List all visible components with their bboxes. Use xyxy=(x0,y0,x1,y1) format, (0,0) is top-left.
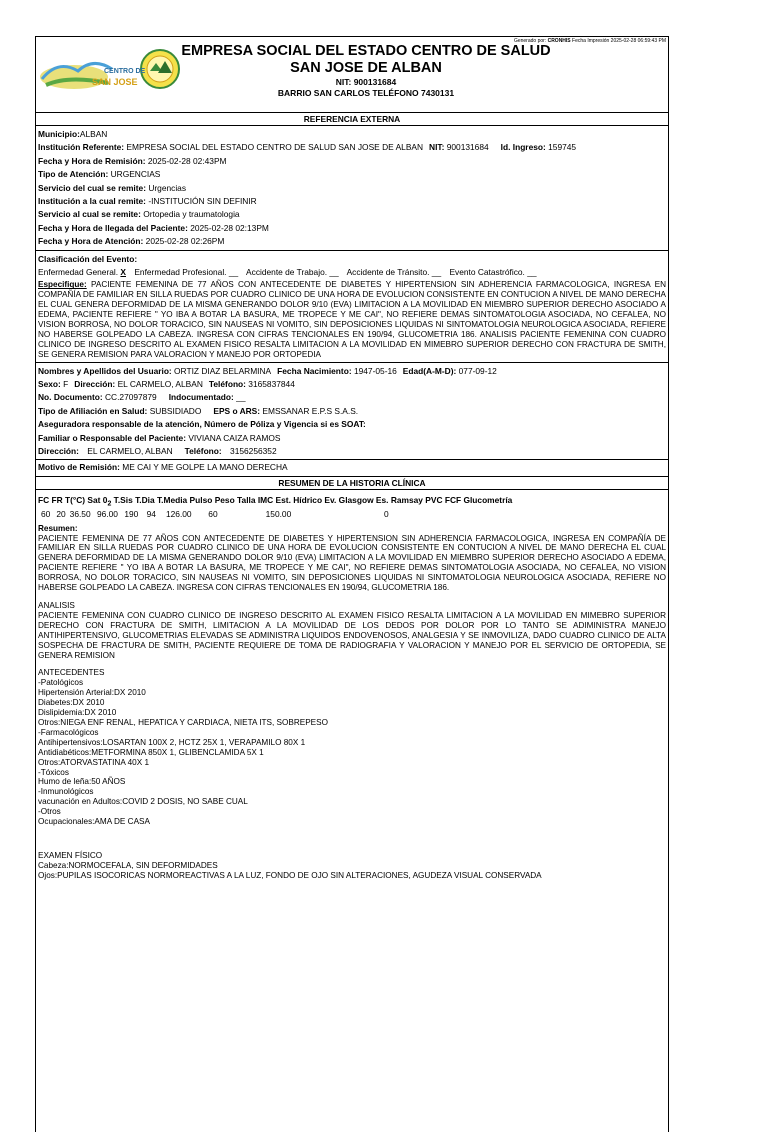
row-fecha-remision: Fecha y Hora de Remisión: 2025-02-28 02:43PM xyxy=(38,155,227,166)
row-usuario-aseguradora: Aseguradora responsable de la atención, Número de Póliza y Vigencia si es SOAT: xyxy=(38,419,366,430)
antecedentes-label: ANTECEDENTES xyxy=(38,668,105,678)
resumen-text: PACIENTE FEMENINA DE 77 AÑOS CON ANTECEDENTE DE DIABETES Y HIPERTENSION SIN ADHERENCIA FARMACOLOGICA, INGRESA EN COMPAÑÍA DE FAMILIAR EN SILLA RUEDAS POR CUADRO CLINICO DE UNA HORA DE EVOLUCION CONSISTENTE EN CONTUCION A NIVEL DE MANO DERECHA EL CUAL GENERA DEFORMIDAD DE LA MISMA GENERANDO DOLOR 9/10 (EVA) LIMITACION A LA MOVILIDAD EN MIEMBRO SUPERIOR DERECHO ASOCIADO A EDEMA, PACIENTE REFIERE " YO IBA A BOTAR LA BASURA, ME TROPECE Y ME CAI", NO REFIERE DEMAS SINTOMATOLOGIA ASOCIADA, NO CEFALEA, NO VISION BORROSA, NO DOLOR TORACICO, SIN NAUSEAS NI VOMITO, SIN DEPOSICIONES LIQUIDAS NI SINTOMATOLOGIA NEUROLOGICA ASOCIADA, REFIERE NO HABERSE GOLPEADO LA CABEZA. INGRESA CON CIFRAS TENCIONALES EN 190/94, GLUCOMETRIA 186. xyxy=(38,533,666,593)
examen-label: EXAMEN FÍSICO xyxy=(38,850,103,860)
antecedentes-list xyxy=(38,678,666,827)
list-item: -Otros xyxy=(38,807,61,817)
examen-list xyxy=(38,861,666,881)
document-header xyxy=(35,36,669,113)
analisis-text: PACIENTE FEMENINA CON CUADRO CLINICO DE INGRESO DESCRITO AL EXAMEN FISICO RESALTA LIMITACION A LA MOVILIDAD EN MIMEBRO SUPERIOR DERECHO CON FRACTURA DE SMITH, LIMITACION A LA MOVILIDAD DE LOS DEDOS POR DOLOR POR LO TANTO SE ADIMINISTRA MANEJO ANTIHIPERTENSIVO, GLUCOMETRIAS ELEVADAS SE ADMINISTRA LIQUIDOS ENDOVENOSOS, ANALGESIA Y SE INMOVILIZA, DADO CUADRO CLINICO DE ALTA SOSPECHA DE FRACTURA DE SMITH, PACIENTE REQUIERE DE TOMA DE RADIOGRAFIA Y VALORACION Y MANEJO POR EL SERVICIO DE ORTOPEDIA, SE GENERA REMISION xyxy=(38,610,666,660)
list-item: -Patológicos xyxy=(38,678,84,688)
section-referencia-externa: REFERENCIA EXTERNA xyxy=(35,113,669,126)
row-usuario-dir-familiar: Dirección: EL CARMELO, ALBAN Teléfono: 3156256352 xyxy=(38,445,277,456)
row-institucion: Institución Referente: EMPRESA SOCIAL DEL ESTADO CENTRO DE SALUD SAN JOSE DE ALBAN NIT: 900131684 Id. Ingreso: 159745 xyxy=(38,142,577,153)
list-item: Cabeza:NORMOCEFALA, SIN DEFORMIDADES xyxy=(38,860,218,870)
row-usuario-sexo: Sexo: F Dirección: EL CARMELO, ALBAN Teléfono: 3165837844 xyxy=(38,378,295,389)
vital-signs-header: FC FR T(°C) Sat $0_2$ T.Sis T.Dia T.Media Pulso Peso Talla IMC Est. Hídrico Ev. Glasgow Es. Ramsay PVC FCF Glucometría xyxy=(38,494,513,508)
list-item: -Inmunológicos xyxy=(38,787,94,797)
institution-title: EMPRESA SOCIAL DEL ESTADO CENTRO DE SALUD xyxy=(181,43,551,59)
evento-block xyxy=(35,251,669,363)
list-item: Otros:NIEGA ENF RENAL, HEPATICA Y CARDIACA, NIETA ITS, SOBREPESO xyxy=(38,717,328,727)
list-item: -Tóxicos xyxy=(38,767,69,777)
enf-general-mark: X xyxy=(120,266,126,277)
list-item: Ojos:PUPILAS ISOCORICAS NORMOREACTIVAS A LA LUZ, FONDO DE OJO SIN ALTERACIONES, AGUDEZA VISUAL CONSERVADA xyxy=(38,870,542,880)
evento-title: Clasificación del Evento: xyxy=(38,253,138,264)
generated-by: Generado por: CRONHIS Fecha Impresión 2025-02-28 06:59:43 PM xyxy=(513,38,666,44)
vital-signs-values: 60 20 36.50 96.00 190 94 126.00 60 150.00 0 xyxy=(41,508,389,519)
section-resumen-historia: RESUMEN DE LA HISTORIA CLÍNICA xyxy=(35,477,669,490)
document xyxy=(35,36,669,1132)
referencia-block xyxy=(35,126,669,251)
list-item: Antidiabéticos:METFORMINA 850X 1, GLIBENCLAMIDA 5X 1 xyxy=(38,747,264,757)
svg-text:SAN JOSE: SAN JOSE xyxy=(92,77,138,87)
list-item: Otros:ATORVASTATINA 40X 1 xyxy=(38,757,150,767)
row-usuario-documento: No. Documento: CC.27097879 Indocumentado: __ xyxy=(38,392,246,403)
list-item: Dislipidemia:DX 2010 xyxy=(38,708,117,718)
institution-address: BARRIO SAN CARLOS TELÉFONO 7430131 xyxy=(277,88,455,98)
institution-nit: NIT: 900131684 xyxy=(335,77,397,87)
list-item: Diabetes:DX 2010 xyxy=(38,698,105,708)
list-item: vacunación en Adultos:COVID 2 DOSIS, NO SABE CUAL xyxy=(38,797,248,807)
analisis-label: ANALISIS xyxy=(38,601,75,611)
row-institucion-remite: Institución a la cual remite: -INSTITUCIÓN SIN DEFINIR xyxy=(38,195,257,206)
row-usuario-familiar: Familiar o Responsable del Paciente: VIVIANA CAIZA RAMOS xyxy=(38,432,281,443)
row-municipio: Municipio:ALBAN xyxy=(38,129,108,139)
motivo-block xyxy=(35,460,669,476)
row-motivo: Motivo de Remisión: ME CAI Y ME GOLPE LA MANO DERECHA xyxy=(38,462,288,473)
list-item: Hipertensión Arterial:DX 2010 xyxy=(38,688,146,698)
usuario-block xyxy=(35,363,669,461)
row-fecha-atencion: Fecha y Hora de Atención: 2025-02-28 02:26PM xyxy=(38,236,225,247)
especifique-text: Especifique: PACIENTE FEMENINA DE 77 AÑOS CON ANTECEDENTE DE DIABETES Y HIPERTENSION SIN ADHERENCIA FARMACOLOGICA, INGRESA EN COMPAÑÍA DE FAMILIAR EN SILLA RUEDAS POR CUADRO CLINICO DE UNA HORA DE EVOLUCION CONSISTENTE EN CONTUCION A NIVEL DE MANO DERECHA EL CUAL GENERA DEFORMIDAD DE LA MISMA GENERANDO DOLOR 9/10 (EVA) LIMITACION A LA MOVILIDAD EN MIEMBRO SUPERIOR DERECHO ASOCIADO A EDEMA, PACIENTE REFIERE " YO IBA A BOTAR LA BASURA, ME TROPECE Y ME CAI", NO REFIERE DEMAS SINTOMATOLOGIA ASOCIADA, NO CEFALEA, NO VISION BORROSA, NO DOLOR TORACICO, SIN NAUSEAS NI VOMITO, SIN DEPOSICIONES LIQUIDAS NI SINTOMATOLOGIA NEUROLOGICA ASOCIADA, REFIERE NO HABERSE GOLPEADO LA CABEZA. INGRESA CON CIFRAS TENCIONALES EN 190/94, GLUCOMETRIA 186. ANALISIS PACIENTE FEMENINA CON CUADRO CLINICO DE INGRESO DESCRITO AL EXAMEN FISICO RESALTA LIMITACION A LA MOVILIDAD EN MIMEBRO SUPERIOR DERECHO CON FRACTURA DE SMITH, SE GENERA REMISION PARA VALORACION Y MANEJO POR ORTOPEDIA xyxy=(38,280,666,359)
list-item: -Farmacológicos xyxy=(38,727,99,737)
list-item: Ocupacionales:AMA DE CASA xyxy=(38,817,150,827)
header-text xyxy=(36,43,668,99)
row-servicio-al: Servicio al cual se remite: Ortopedia y traumatologia xyxy=(38,209,240,220)
row-usuario-nombre: Nombres y Apellidos del Usuario: ORTIZ DIAZ BELARMINA Fecha Nacimiento: 1947-05-16 Edad(A-M-D): 077-09-12 xyxy=(38,365,497,376)
institution-subtitle: SAN JOSE DE ALBAN xyxy=(290,60,442,76)
row-servicio-remite: Servicio del cual se remite: Urgencias xyxy=(38,182,187,193)
row-fecha-llegada: Fecha y Hora de llegada del Paciente: 2025-02-28 02:13PM xyxy=(38,222,269,233)
list-item: Antihipertensivos:LOSARTAN 100X 2, HCTZ 25X 1, VERAPAMILO 80X 1 xyxy=(38,737,306,747)
row-tipo-atencion: Tipo de Atención: URGENCIAS xyxy=(38,169,161,180)
resumen-label: Resumen: xyxy=(38,523,78,533)
evento-options: Enfermedad General. X Enfermedad Profesional. __ Accidente de Trabajo. __ Accidente de Tránsito. __ Evento Catastrófico. __ xyxy=(38,266,537,277)
list-item: Humo de leña:50 AÑOS xyxy=(38,777,126,787)
resumen-block xyxy=(35,490,669,1132)
svg-text:CENTRO DE: CENTRO DE xyxy=(104,68,146,75)
row-usuario-afiliacion: Tipo de Afiliación en Salud: SUBSIDIADO EPS o ARS: EMSSANAR E.P.S S.A.S. xyxy=(38,405,359,416)
